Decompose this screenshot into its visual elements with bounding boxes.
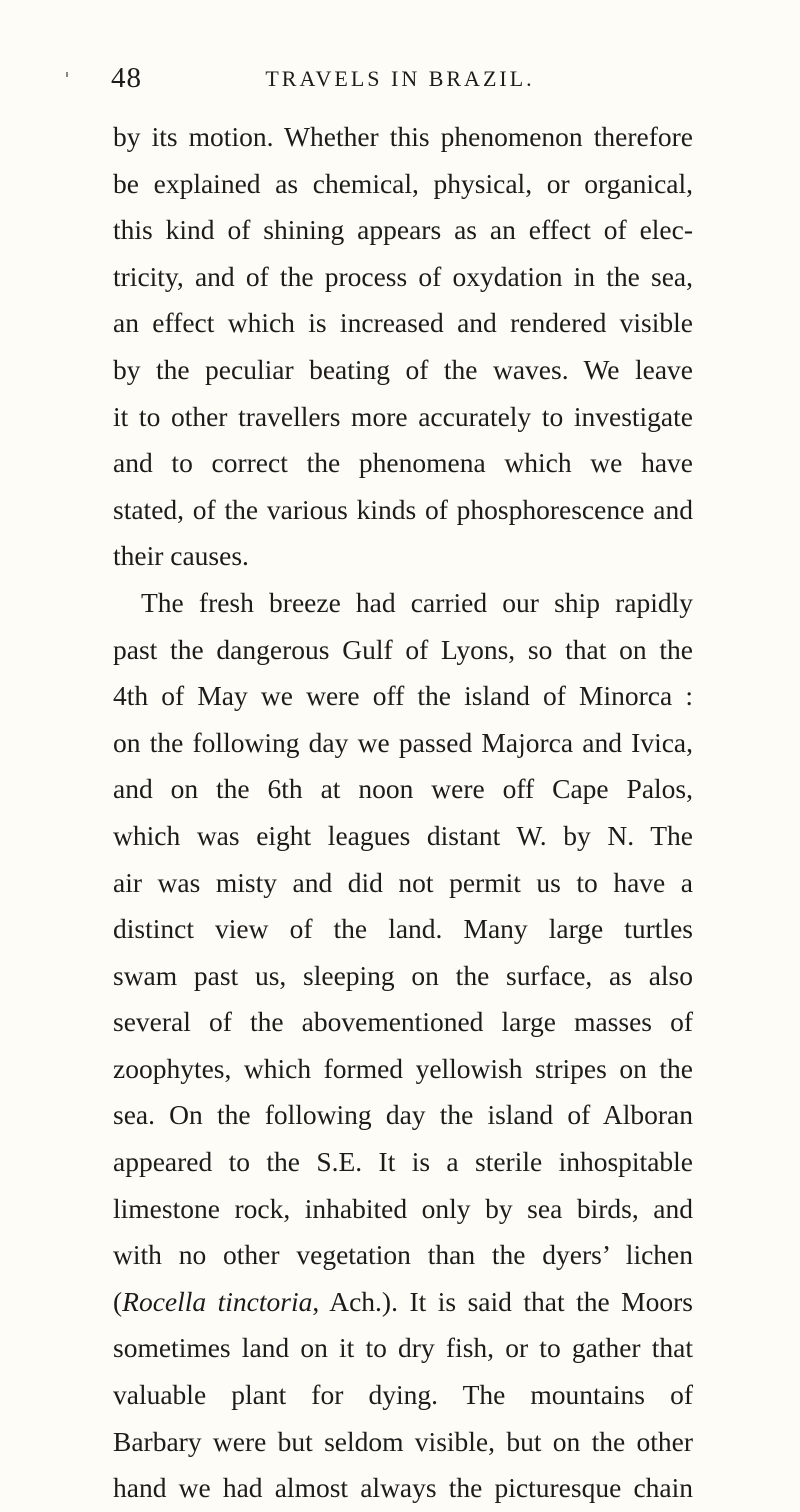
text-line xyxy=(113,953,693,1000)
text-segment: appeared to the S.E. It is a sterile inhospitable xyxy=(113,1146,693,1178)
text-segment: tricity, and of the process of oxydation in the sea, xyxy=(113,260,693,292)
text-line xyxy=(113,1046,693,1093)
text-line xyxy=(113,1465,693,1512)
text-line xyxy=(113,114,693,161)
text-line xyxy=(113,1372,693,1419)
text-segment: valuable plant for dying. The mountains of xyxy=(113,1379,693,1411)
text-line xyxy=(113,1325,693,1372)
text-line xyxy=(113,860,693,907)
text-line xyxy=(113,673,693,720)
text-segment: with no other vegetation than the dyers’ lichen xyxy=(113,1239,693,1271)
running-head: TRAVELS IN BRAZIL. xyxy=(265,66,535,91)
text-line xyxy=(113,161,693,208)
text-segment: distinct view of the land. Many large turtles xyxy=(113,913,693,945)
text-line xyxy=(113,487,693,534)
text-segment: swam past us, sleeping on the surface, as also xyxy=(113,959,693,991)
text-segment: their causes. xyxy=(113,540,249,572)
text-line xyxy=(113,1092,693,1139)
text-line xyxy=(113,1279,693,1326)
text-line xyxy=(113,207,693,254)
text-segment: past the dangerous Gulf of Lyons, so that on the xyxy=(113,633,693,665)
text-segment: The fresh breeze had carried our ship rapidly xyxy=(141,586,693,618)
text-segment: , Ach.). It is said that the Moors xyxy=(312,1285,693,1317)
text-line xyxy=(113,1139,693,1186)
page-number: 48 xyxy=(111,62,142,94)
text-line xyxy=(113,1232,693,1279)
text-line xyxy=(113,254,693,301)
scan-speck xyxy=(66,72,68,77)
text-segment: which was eight leagues distant W. by N. The xyxy=(113,819,693,851)
text-segment: it to other travellers more accurately to investigate xyxy=(113,400,693,432)
text-segment: hand we had almost always the picturesque chain xyxy=(113,1472,693,1504)
text-segment: sea. On the following day the island of Alboran xyxy=(113,1099,693,1131)
text-segment: air was misty and did not permit us to have a xyxy=(113,866,693,898)
text-line xyxy=(113,533,693,580)
text-line xyxy=(113,440,693,487)
text-segment: by its motion. Whether this phenomenon therefore xyxy=(113,121,693,152)
text-line xyxy=(113,627,693,674)
text-line xyxy=(113,813,693,860)
text-line xyxy=(113,1419,693,1466)
text-line xyxy=(113,720,693,767)
text-segment: zoophytes, which formed yellowish stripes on the xyxy=(113,1052,693,1084)
text-segment: several of the abovementioned large masses of xyxy=(113,1006,693,1038)
text-segment: ( xyxy=(113,1285,123,1317)
text-segment: on the following day we passed Majorca and Ivica, xyxy=(113,726,693,758)
text-line xyxy=(113,1186,693,1233)
text-segment: and to correct the phenomena which we have xyxy=(113,447,693,479)
text-segment: limestone rock, inhabited only by sea birds, and xyxy=(113,1192,693,1224)
text-segment: by the peculiar beating of the waves. We leave xyxy=(113,353,693,385)
text-line xyxy=(113,906,693,953)
text-line xyxy=(113,766,693,813)
text-segment: sometimes land on it to dry fish, or to gather that xyxy=(113,1332,693,1364)
text-line xyxy=(113,999,693,1046)
page-header xyxy=(0,62,800,102)
text-segment: stated, of the various kinds of phosphorescence and xyxy=(113,493,693,525)
text-segment: be explained as chemical, physical, or organical, xyxy=(113,167,693,199)
text-line xyxy=(113,580,693,627)
text-line xyxy=(113,300,693,347)
text-line xyxy=(113,394,693,441)
text-line xyxy=(113,347,693,394)
text-segment: an effect which is increased and rendered visible xyxy=(113,307,693,339)
text-segment: this kind of shining appears as an effect of elec- xyxy=(113,214,693,246)
text-segment: Barbary were but seldom visible, but on the other xyxy=(113,1425,693,1457)
body-text xyxy=(113,114,693,1512)
italic-text: Rocella tinctoria xyxy=(122,1285,313,1317)
text-segment: 4th of May we were off the island of Minorca : xyxy=(113,680,693,712)
text-segment: and on the 6th at noon were off Cape Palos, xyxy=(113,773,693,805)
